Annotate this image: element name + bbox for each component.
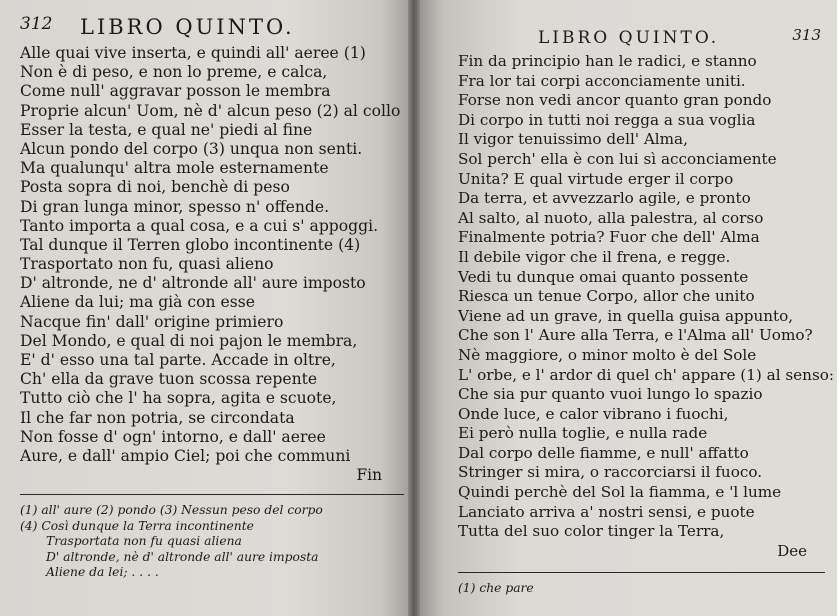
verse-line: Viene ad un grave, in quella guisa appunto, — [458, 306, 794, 325]
verse-line: Dal corpo delle fiamme, e null' affatto — [458, 443, 749, 462]
verse-line: Aliene da lui; ma già con esse — [20, 293, 256, 312]
verse-line: Riesca un tenue Corpo, allor che unito — [458, 287, 755, 306]
verse-line: Vedi tu dunque omai quanto possente — [458, 267, 749, 286]
verse-line: Stringer si mira, o raccorciarsi il fuoco. — [458, 463, 763, 482]
verse-line: E' d' esso una tal parte. Accade in oltre, — [20, 351, 336, 369]
verse-line: Non fosse d' ogn' intorno, e dall' aeree — [20, 427, 326, 446]
verse-line: Posta sopra di noi, benchè di peso — [20, 178, 290, 197]
verse-line: Il debile vigor che il frena, e regge. — [458, 247, 731, 266]
footnote-line: (1) all' aure (2) pondo (3) Nessun peso del corpo — [20, 503, 323, 518]
verse-line: Lanciato arriva a' nostri sensi, e puote — [458, 502, 755, 521]
verse-line: Fra lor tai corpi acconciamente uniti. — [458, 71, 746, 90]
verse-line: Al salto, al nuoto, alla palestra, al corso — [458, 208, 764, 227]
right-verse-block — [458, 52, 835, 542]
right-page-number: 313 — [792, 26, 821, 44]
verse-line: Forse non vedi ancor quanto gran pondo — [458, 91, 772, 110]
left-page — [0, 0, 414, 616]
verse-line: Trasportato non fu, quasi alieno — [20, 255, 274, 274]
left-page-number: 312 — [20, 14, 53, 34]
verse-line: Tanto importa a qual cosa, e a cui s' appoggi. — [20, 216, 379, 235]
verse-line: Sol perch' ella è con lui sì acconciamente — [458, 149, 777, 168]
verse-line: Del Mondo, e qual di noi pajon le membra, — [20, 331, 358, 350]
verse-line: Di corpo in tutti noi regga a sua voglia — [458, 110, 756, 129]
verse-line: Che sia pur quanto vuoi lungo lo spazio — [458, 385, 763, 404]
verse-line: Di gran lunga minor, spesso n' offende. — [20, 197, 330, 216]
footnote-line: Trasportata non fu quasi aliena — [46, 534, 242, 549]
verse-line: Proprie alcun' Uom, nè d' alcun peso (2) al collo — [20, 101, 401, 120]
right-catchword: Dee — [777, 541, 807, 560]
right-running-head: LIBRO QUINTO. — [538, 28, 720, 48]
verse-line: Aure, e dall' ampio Ciel; poi che communi — [20, 446, 351, 465]
verse-line: Nacque fin' dall' origine primiero — [20, 312, 284, 331]
verse-line: Non è di peso, e non lo preme, e calca, — [20, 63, 328, 82]
footnote-line: (1) che pare — [458, 580, 534, 595]
left-footnotes — [20, 503, 404, 581]
verse-line: Da terra, et avvezzarlo agile, e pronto — [458, 189, 751, 208]
left-catchword: Fin — [356, 466, 382, 485]
right-page — [414, 0, 837, 616]
left-verse-block — [20, 44, 404, 466]
right-page-header — [458, 22, 825, 52]
verse-line: Nè maggiore, o minor molto è del Sole — [458, 345, 757, 364]
verse-line: Fin da principio han le radici, e stanno — [458, 52, 757, 70]
footnote-line: Aliene da lei; . . . . — [46, 565, 159, 580]
verse-line: Quindi perchè del Sol la fiamma, e 'l lume — [458, 483, 782, 502]
verse-line: Alcun pondo del corpo (3) unqua non senti. — [20, 139, 363, 158]
left-running-head: LIBRO QUINTO. — [80, 15, 295, 39]
verse-line: Esser la testa, e qual ne' piedi al fine — [20, 120, 313, 139]
verse-line: Come null' aggravar posson le membra — [20, 82, 331, 101]
verse-line: Tutta del suo color tinger la Terra, — [458, 522, 725, 541]
footnote-line: D' altronde, nè d' altronde all' aure imposta — [46, 549, 319, 564]
verse-line: Tutto ciò che l' ha sopra, agita e scuote, — [20, 389, 337, 408]
footnote-line: (4) Così dunque la Terra incontinente — [20, 518, 254, 533]
verse-line: Il vigor tenuissimo dell' Alma, — [458, 130, 688, 149]
verse-line: Onde luce, e calor vibrano i fuochi, — [458, 404, 729, 423]
left-page-header — [20, 14, 404, 44]
verse-line: Ma qualunqu' altra mole esternamente — [20, 159, 329, 178]
right-footnote-rule — [458, 572, 825, 573]
verse-line: Ch' ella da grave tuon scossa repente — [20, 370, 318, 389]
verse-line: Che son l' Aure alla Terra, e l'Alma all' Uomo? — [458, 326, 813, 345]
verse-line: Finalmente potria? Fuor che dell' Alma — [458, 228, 760, 247]
right-footnotes — [458, 581, 825, 597]
verse-line: Tal dunque il Terren globo incontinente (4) — [20, 235, 361, 254]
verse-line: Unita? E qual virtude erger il corpo — [458, 169, 734, 188]
verse-line: Il che far non potria, se circondata — [20, 408, 295, 427]
verse-line: Ei però nulla toglie, e nulla rade — [458, 424, 708, 443]
verse-line: Alle quai vive inserta, e quindi all' aeree (1) — [20, 44, 366, 62]
verse-line: D' altronde, ne d' altronde all' aure imposto — [20, 274, 366, 293]
left-footnote-rule — [20, 494, 404, 495]
verse-line: L' orbe, e l' ardor di quel ch' appare (1) al senso: — [458, 365, 835, 384]
book-gutter — [408, 0, 420, 616]
